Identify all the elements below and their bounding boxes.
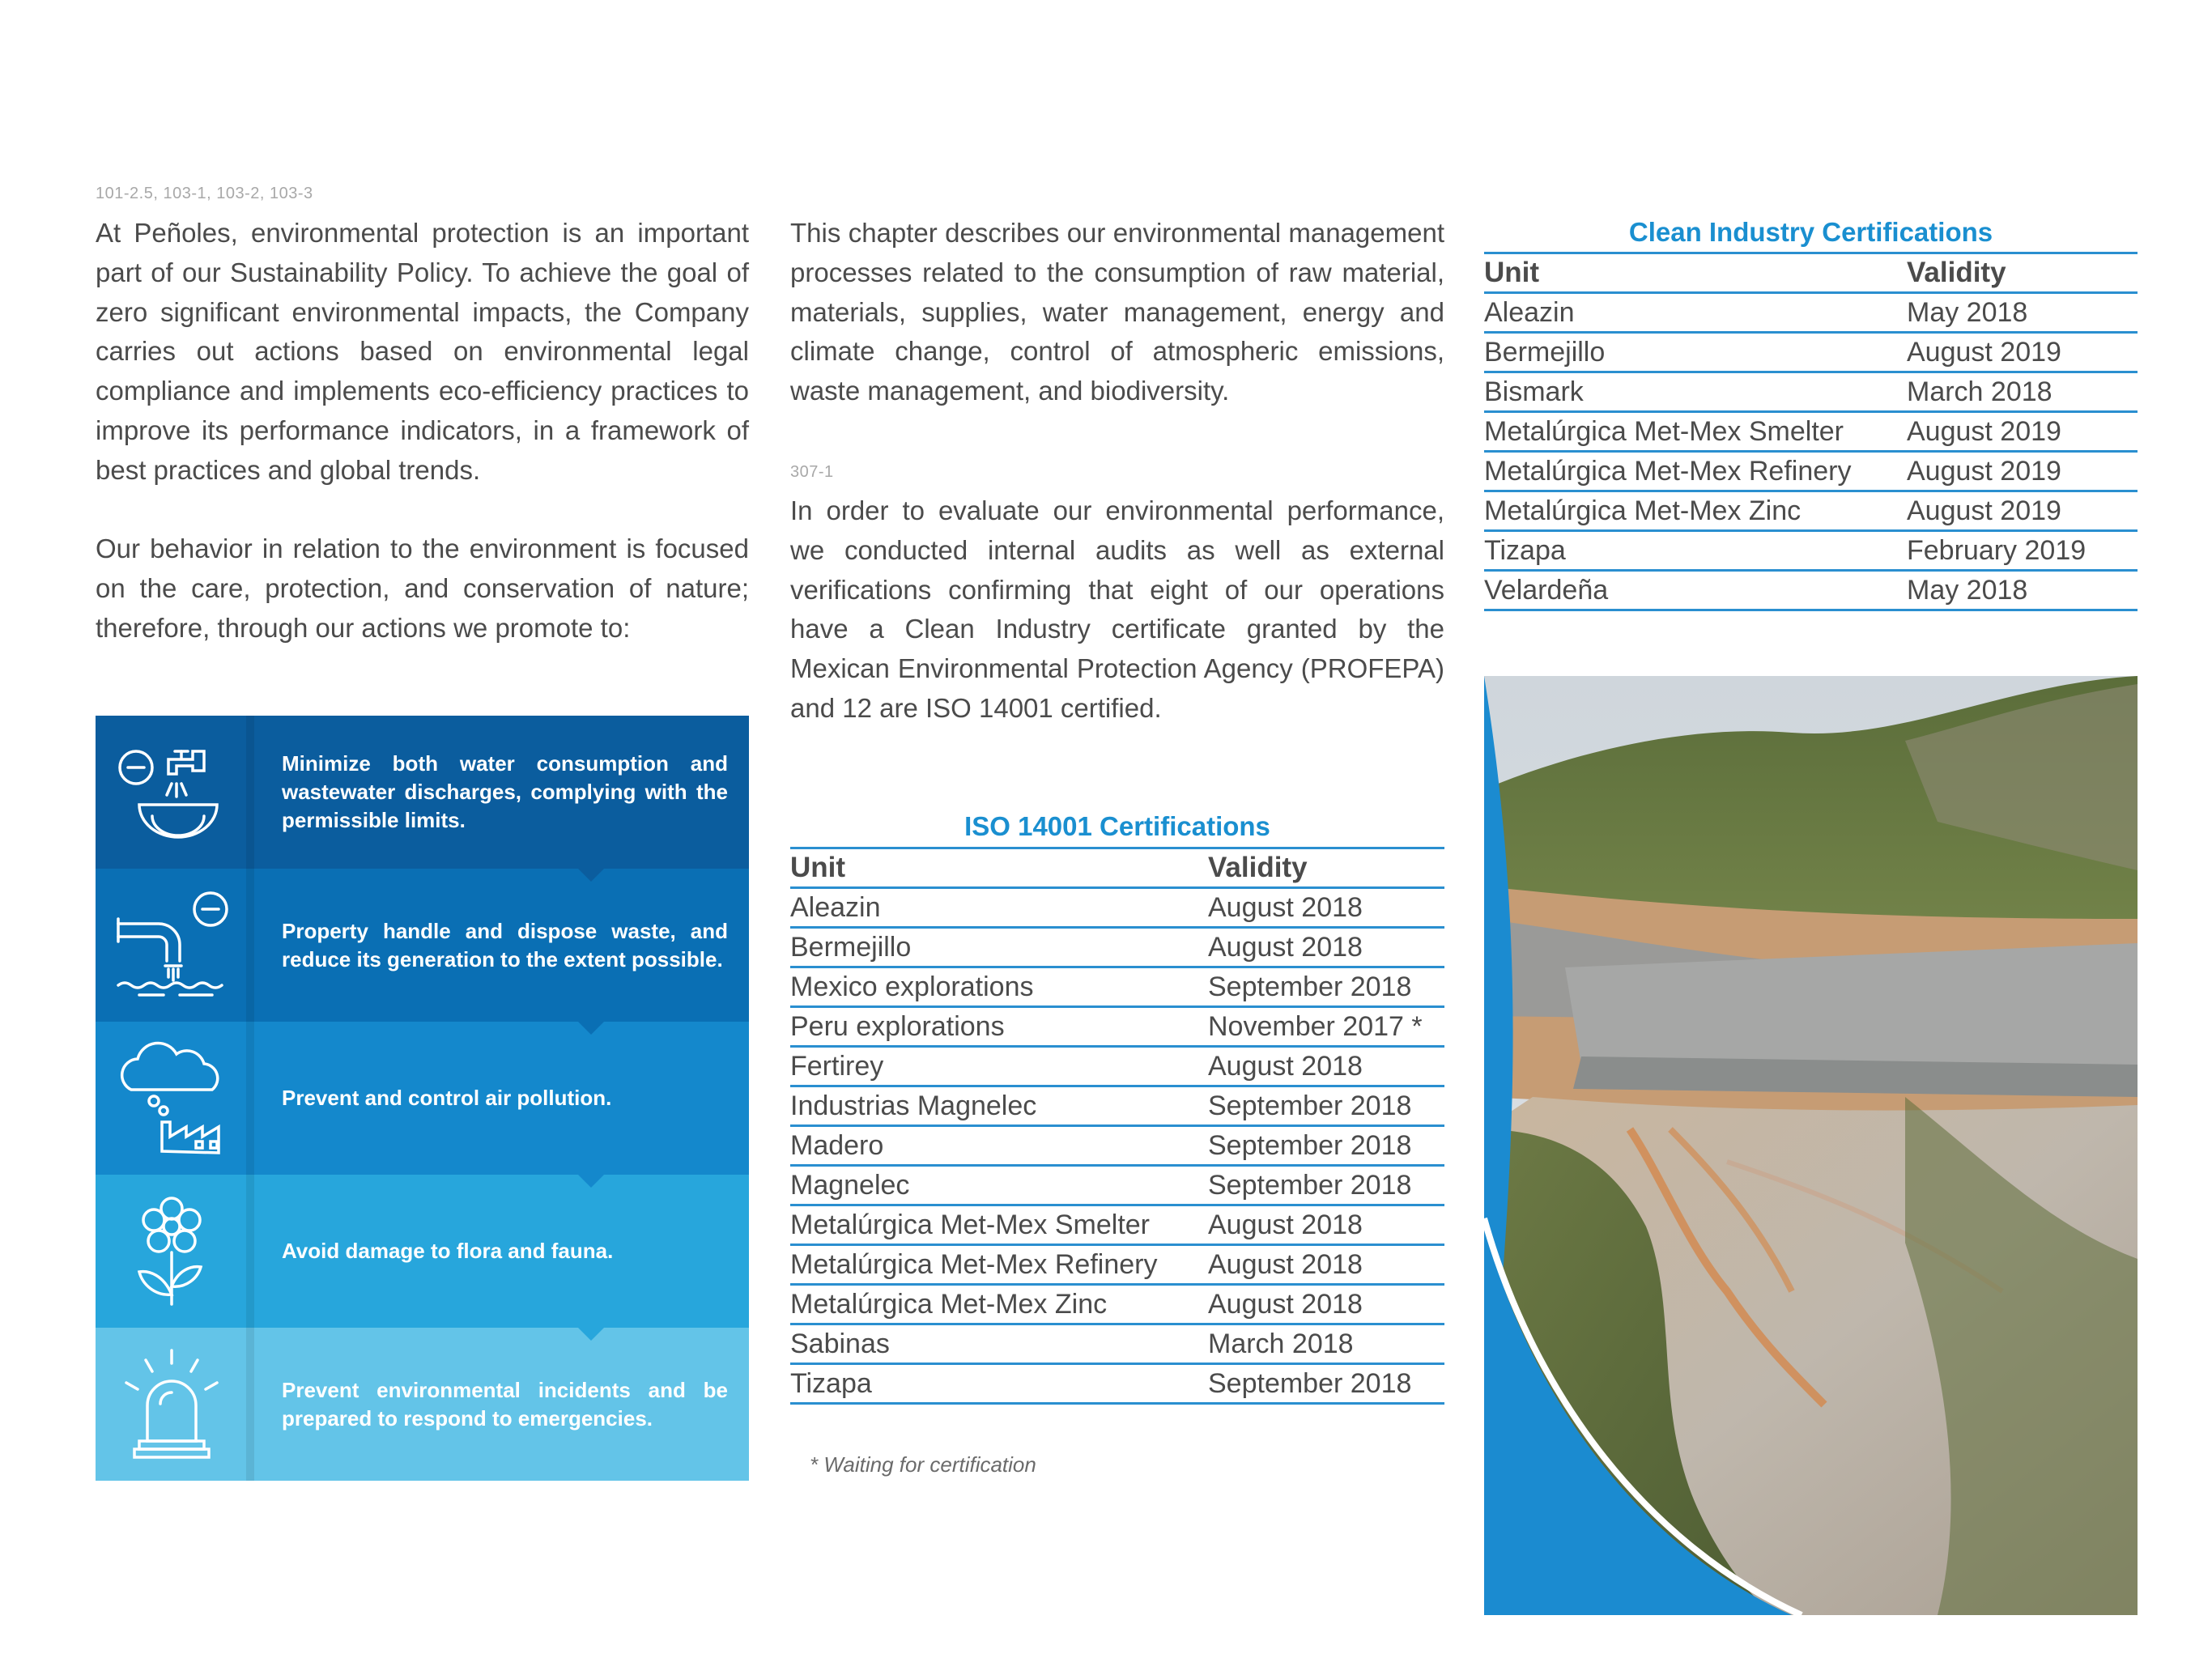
gri-code-left: 101-2.5, 103-1, 103-2, 103-3 <box>96 185 313 202</box>
action-item-flora <box>96 1175 749 1328</box>
validity-cell: September 2018 <box>1208 967 1444 1007</box>
waste-pipe-icon <box>96 869 246 1022</box>
table-row <box>1484 452 2138 491</box>
mine-site-photo <box>1484 676 2138 1615</box>
action-text-emergency: Prevent environmental incidents and be prepared to respond to emergencies. <box>282 1377 728 1431</box>
table-row <box>1484 412 2138 452</box>
unit-cell: Velardeña <box>1484 571 1907 610</box>
table-row <box>790 1205 1444 1245</box>
validity-cell: August 2018 <box>1208 1285 1444 1324</box>
performance-paragraph: In order to evaluate our environmental performance, we conducted internal audits as well as external verifications confirming that eight of our operations have a Clean Industry certificate granted by the Mexican Environmental Protection Agency (PROFEPA) and 12 are ISO 14001 certified. <box>790 495 1444 723</box>
chapter-paragraph: This chapter describes our environmental management processes related to the consumption of raw material, materials, supplies, water management, energy and climate change, control of atmospheric emissions, waste management, and biodiversity. <box>790 218 1444 406</box>
table-row <box>790 1047 1444 1086</box>
table-row <box>790 1086 1444 1126</box>
unit-cell: Tizapa <box>790 1364 1208 1404</box>
validity-cell: August 2019 <box>1907 412 2138 452</box>
validity-cell: August 2018 <box>1208 1047 1444 1086</box>
table-row <box>1484 333 2138 372</box>
table-row <box>790 1245 1444 1285</box>
validity-cell: February 2019 <box>1907 531 2138 571</box>
validity-cell: September 2018 <box>1208 1166 1444 1205</box>
action-text-flora: Avoid damage to flora and fauna. <box>282 1239 614 1263</box>
behavior-paragraph: Our behavior in relation to the environment is focused on the care, protection, and conservation of nature; therefore, through our actions we promote to: <box>96 534 749 643</box>
action-item-air <box>96 1022 749 1175</box>
table-row <box>790 1324 1444 1364</box>
flower-icon <box>96 1175 246 1328</box>
unit-cell: Peru explorations <box>790 1007 1208 1047</box>
unit-cell: Bismark <box>1484 372 1907 412</box>
unit-cell: Metalúrgica Met-Mex Refinery <box>1484 452 1907 491</box>
validity-cell: March 2018 <box>1208 1324 1444 1364</box>
validity-cell: August 2018 <box>1208 1245 1444 1285</box>
table-row <box>1484 293 2138 333</box>
action-text-waste: Property handle and dispose waste, and reduce its generation to the extent possible. <box>282 918 728 971</box>
table-row <box>1484 372 2138 412</box>
iso-footnote: * Waiting for certification <box>810 1452 1036 1477</box>
iso-table-title: ISO 14001 Certifications <box>964 811 1270 841</box>
unit-cell: Aleazin <box>790 888 1208 928</box>
table-row <box>1484 531 2138 571</box>
column-header-validity: Validity <box>1907 253 2138 293</box>
validity-cell: August 2018 <box>1208 888 1444 928</box>
column-header-validity: Validity <box>1208 848 1444 888</box>
action-list <box>96 716 749 1481</box>
column-header-unit: Unit <box>1484 253 1907 293</box>
table-row <box>1484 491 2138 531</box>
action-item-emergency <box>96 1328 749 1481</box>
unit-cell: Magnelec <box>790 1166 1208 1205</box>
unit-cell: Aleazin <box>1484 293 1907 333</box>
water-faucet-icon <box>96 716 246 869</box>
unit-cell: Bermejillo <box>1484 333 1907 372</box>
validity-cell: November 2017 * <box>1208 1007 1444 1047</box>
unit-cell: Metalúrgica Met-Mex Refinery <box>790 1245 1208 1285</box>
unit-cell: Metalúrgica Met-Mex Zinc <box>790 1285 1208 1324</box>
action-text-water: Minimize both water consumption and wastewater discharges, complying with the permissible limits. <box>282 751 728 832</box>
action-text-air: Prevent and control air pollution. <box>282 1086 612 1110</box>
unit-cell: Tizapa <box>1484 531 1907 571</box>
alarm-light-icon <box>96 1328 246 1481</box>
unit-cell: Metalúrgica Met-Mex Smelter <box>790 1205 1208 1245</box>
intro-paragraph: At Peñoles, environmental protection is an important part of our Sustainability Policy. To achieve the goal of zero significant environmental impacts, the Company carries out actions based on environmental legal compliance and implements eco-efficiency practices to improve its performance indicators, in a framework of best practices and global trends. <box>96 218 749 485</box>
unit-cell: Industrias Magnelec <box>790 1086 1208 1126</box>
validity-cell: May 2018 <box>1907 571 2138 610</box>
action-item-waste <box>96 869 749 1022</box>
unit-cell: Bermejillo <box>790 928 1208 967</box>
column-header-unit: Unit <box>790 848 1208 888</box>
validity-cell: August 2019 <box>1907 333 2138 372</box>
table-row <box>790 1166 1444 1205</box>
action-item-water <box>96 716 749 869</box>
iso-certifications-table <box>790 847 1444 1405</box>
unit-cell: Metalúrgica Met-Mex Smelter <box>1484 412 1907 452</box>
table-row <box>790 1285 1444 1324</box>
validity-cell: September 2018 <box>1208 1126 1444 1166</box>
unit-cell: Madero <box>790 1126 1208 1166</box>
cloud-factory-icon <box>96 1022 246 1175</box>
clean-table-title: Clean Industry Certifications <box>1628 217 1993 247</box>
table-header-row <box>1484 253 2138 293</box>
table-row <box>790 928 1444 967</box>
validity-cell: August 2018 <box>1208 1205 1444 1245</box>
unit-cell: Fertirey <box>790 1047 1208 1086</box>
validity-cell: August 2019 <box>1907 491 2138 531</box>
gri-code-middle: 307-1 <box>790 463 834 481</box>
table-row <box>790 1007 1444 1047</box>
validity-cell: September 2018 <box>1208 1086 1444 1126</box>
table-row <box>790 888 1444 928</box>
table-row <box>790 1126 1444 1166</box>
validity-cell: August 2019 <box>1907 452 2138 491</box>
validity-cell: May 2018 <box>1907 293 2138 333</box>
unit-cell: Metalúrgica Met-Mex Zinc <box>1484 491 1907 531</box>
table-header-row <box>790 848 1444 888</box>
clean-industry-table <box>1484 252 2138 611</box>
table-row <box>790 1364 1444 1404</box>
validity-cell: August 2018 <box>1208 928 1444 967</box>
table-row <box>1484 571 2138 610</box>
validity-cell: September 2018 <box>1208 1364 1444 1404</box>
validity-cell: March 2018 <box>1907 372 2138 412</box>
unit-cell: Sabinas <box>790 1324 1208 1364</box>
table-row <box>790 967 1444 1007</box>
unit-cell: Mexico explorations <box>790 967 1208 1007</box>
